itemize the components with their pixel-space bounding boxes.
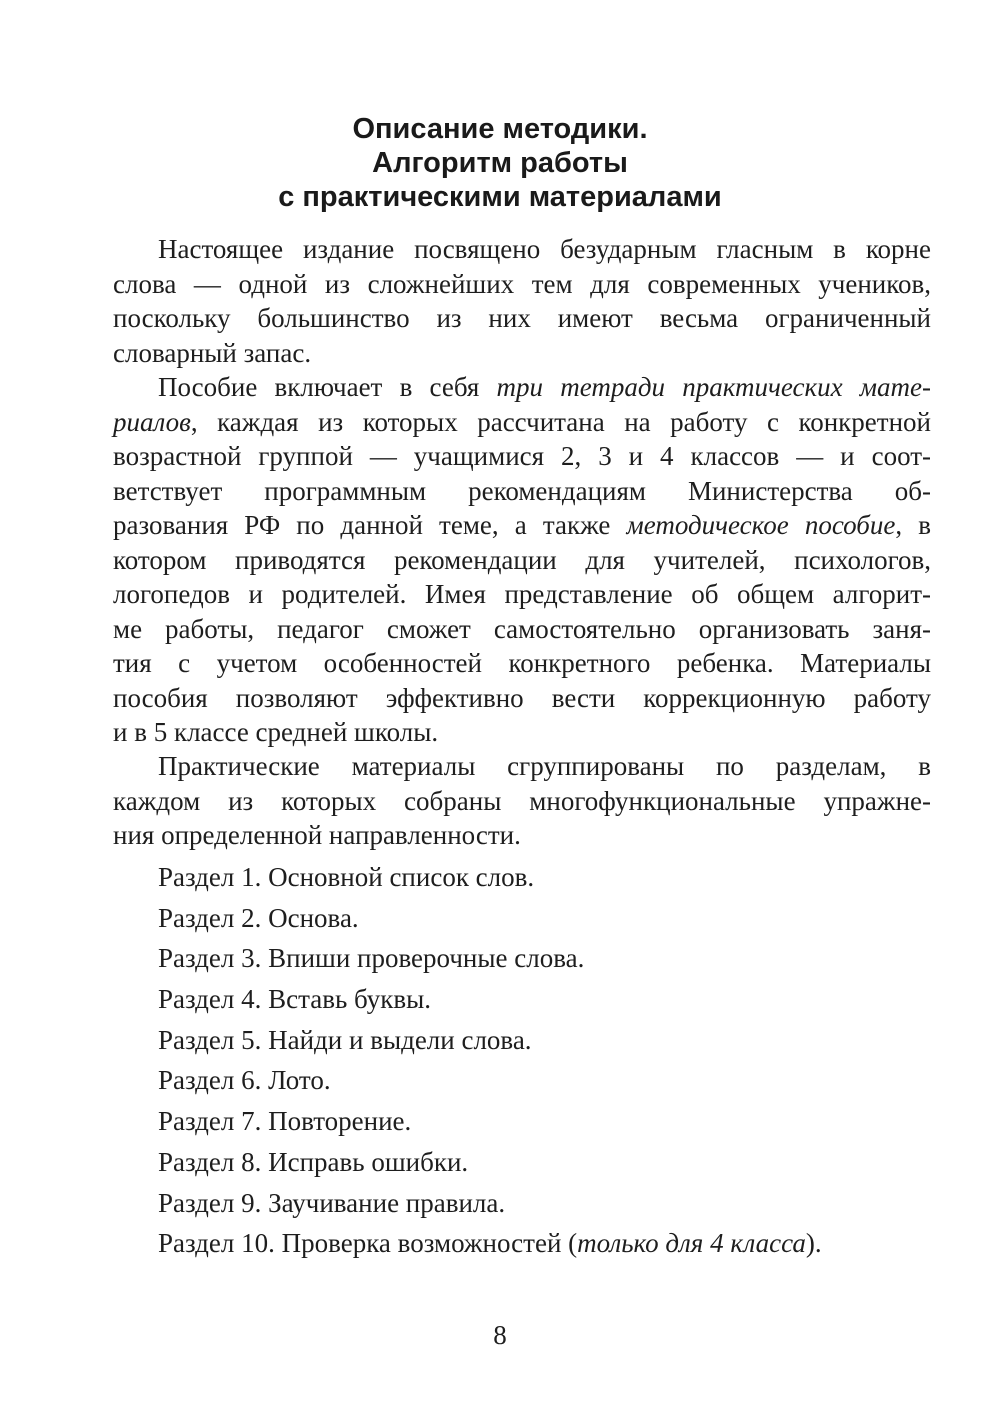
- text-line: ния определенной направленности.: [113, 820, 521, 850]
- section-item: Раздел 2. Основа.: [158, 902, 359, 933]
- text-line: Практические материалы сгруппированы по разделам, в: [158, 751, 931, 781]
- text-line: котором приводятся рекомендации для учителей, психологов,: [113, 544, 931, 575]
- section-item: Раздел 3. Впиши проверочные слова.: [158, 943, 585, 974]
- text-line: [113, 508, 931, 543]
- section-item: Раздел 8. Исправь ошибки.: [158, 1146, 469, 1177]
- section-item: Раздел 1. Основной список слов.: [158, 862, 535, 892]
- italic-run: только для 4 класса: [577, 1228, 806, 1259]
- page-title: [0, 112, 1000, 214]
- text-line: Настоящее издание посвящено безударным гласным в корне: [158, 234, 931, 264]
- title-line-2: Алгоритм работы: [372, 147, 628, 179]
- text-run: разования РФ по данной теме, а также: [113, 510, 627, 540]
- text-line: тия с учетом особенностей конкретного ребенка. Материалы: [113, 648, 931, 678]
- section-item: Раздел 7. Повторение.: [158, 1106, 412, 1137]
- text-line: каждом из которых собраны многофункциональные упражне-: [113, 785, 931, 816]
- text-run: , в: [895, 510, 931, 540]
- section-item: Раздел 4. Вставь буквы.: [158, 984, 432, 1015]
- section-item: Раздел 9. Заучивание правила.: [158, 1187, 506, 1218]
- text-run: Пособие включает в себя: [158, 372, 497, 402]
- title-line-3: с практическими материалами: [278, 181, 722, 213]
- text-line: ме работы, педагог сможет самостоятельно организовать заня-: [113, 613, 931, 644]
- text-line: и в 5 классе средней школы.: [113, 717, 439, 747]
- text-line: поскольку большинство из них имеют весьма ограниченный: [113, 303, 931, 333]
- text-line: слова — одной из сложнейших тем для современных учеников,: [113, 268, 931, 299]
- text-run: Раздел 10. Проверка возможностей (: [158, 1228, 578, 1259]
- section-item: Раздел 6. Лото.: [158, 1065, 331, 1096]
- italic-run: три тетради практических мате-: [496, 372, 931, 402]
- italic-run: методическое пособие: [626, 510, 896, 540]
- text-line: словарный запас.: [113, 337, 312, 368]
- section-item: Раздел 5. Найди и выдели слова.: [158, 1024, 532, 1055]
- title-line-1: Описание методики.: [352, 113, 648, 145]
- paragraph-intro: [113, 232, 931, 370]
- text-run: ).: [805, 1228, 822, 1259]
- text-line: [113, 370, 931, 405]
- text-line: логопедов и родителей. Имея представление об общем алгорит-: [113, 579, 931, 609]
- text-line: [113, 405, 931, 440]
- text-line: пособия позволяют эффективно вести коррекционную работу: [113, 682, 931, 713]
- paragraph-sections-intro: [113, 749, 931, 853]
- page-number: 8: [493, 1320, 507, 1350]
- text-run: , каждая из которых рассчитана на работу с конкретной: [190, 406, 931, 437]
- italic-run: риалов: [113, 406, 191, 437]
- section-item-10: [158, 1226, 938, 1267]
- section-list: [158, 860, 938, 1267]
- paragraph-contents: [113, 370, 931, 750]
- text-line: ветствует программным рекомендациям Министерства об-: [113, 475, 931, 506]
- text-line: возрастной группой — учащимися 2, 3 и 4 классов — и соот-: [113, 441, 931, 471]
